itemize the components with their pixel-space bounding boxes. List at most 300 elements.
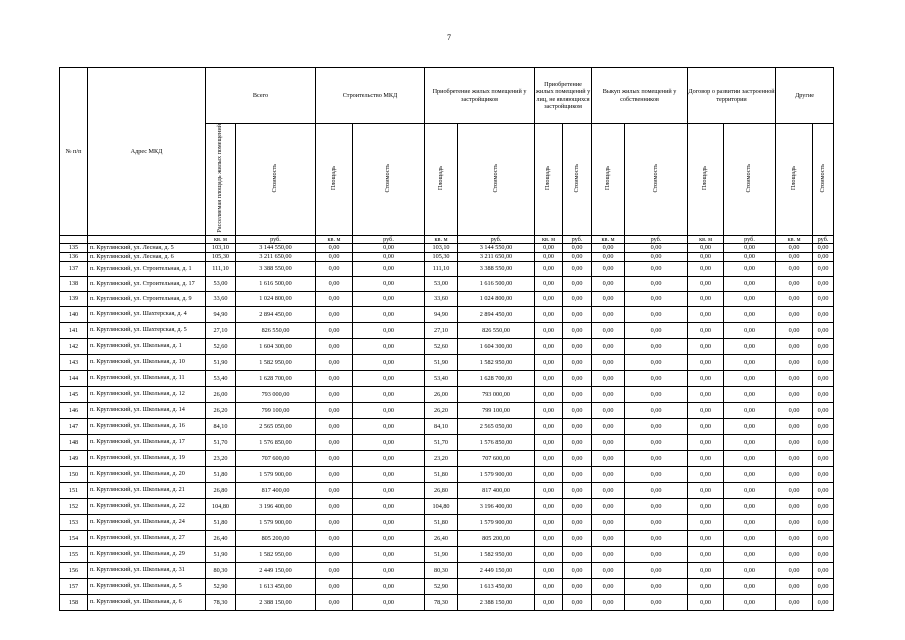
acq-other-cost: 0,00 <box>563 402 592 418</box>
acq-other-cost: 0,00 <box>563 322 592 338</box>
total-area: 94,90 <box>206 306 236 322</box>
acq-other-area: 0,00 <box>535 546 563 562</box>
contract-cost: 0,00 <box>724 530 776 546</box>
buyout-area: 0,00 <box>592 370 625 386</box>
build-area: 0,00 <box>316 514 353 530</box>
table-row <box>60 306 834 322</box>
group-buyout-header: Выкуп жилых помещений у собственников <box>592 68 688 124</box>
build-area: 0,00 <box>316 261 353 276</box>
buyout-area: 0,00 <box>592 498 625 514</box>
total-cost: 1 576 850,00 <box>236 434 316 450</box>
group-total-header: Всего <box>206 68 316 124</box>
acq-dev-cost: 2 449 150,00 <box>458 562 535 578</box>
acq-other-area: 0,00 <box>535 578 563 594</box>
unit-sqm: кв. м <box>688 235 724 243</box>
buyout-area: 0,00 <box>592 354 625 370</box>
other-cost: 0,00 <box>813 338 834 354</box>
acq-dev-cost: 1 024 800,00 <box>458 291 535 306</box>
buyout-area: 0,00 <box>592 594 625 610</box>
table-row <box>60 594 834 610</box>
acq-dev-area: 23,20 <box>425 450 458 466</box>
total-cost: 1 628 700,00 <box>236 370 316 386</box>
table-body <box>60 243 834 610</box>
table-row <box>60 546 834 562</box>
acq-dev-cost: 1 616 500,00 <box>458 276 535 291</box>
total-cost: 817 400,00 <box>236 482 316 498</box>
buyout-cost: 0,00 <box>625 261 688 276</box>
contract-cost: 0,00 <box>724 594 776 610</box>
total-area: 51,80 <box>206 514 236 530</box>
row-address: п. Круглянский, ул. Школьная, д. 19 <box>88 450 206 466</box>
other-cost: 0,00 <box>813 354 834 370</box>
build-area: 0,00 <box>316 562 353 578</box>
acq-dev-area: 26,20 <box>425 402 458 418</box>
sub-cost-header: Стоимость <box>724 124 776 236</box>
other-cost: 0,00 <box>813 276 834 291</box>
acq-other-cost: 0,00 <box>563 594 592 610</box>
buyout-cost: 0,00 <box>625 594 688 610</box>
buyout-cost: 0,00 <box>625 322 688 338</box>
other-area: 0,00 <box>776 276 813 291</box>
other-area: 0,00 <box>776 562 813 578</box>
row-number: 136 <box>60 252 88 261</box>
table-row <box>60 562 834 578</box>
table-row <box>60 466 834 482</box>
sub-cost-header: Стоимость <box>353 124 425 236</box>
acq-dev-cost: 707 600,00 <box>458 450 535 466</box>
buyout-area: 0,00 <box>592 338 625 354</box>
row-address: п. Круглянский, ул. Школьная, д. 12 <box>88 386 206 402</box>
acq-other-area: 0,00 <box>535 594 563 610</box>
unit-empty <box>60 235 88 243</box>
buyout-area: 0,00 <box>592 546 625 562</box>
build-area: 0,00 <box>316 252 353 261</box>
acq-dev-cost: 1 579 900,00 <box>458 466 535 482</box>
acq-other-cost: 0,00 <box>563 498 592 514</box>
acq-other-area: 0,00 <box>535 450 563 466</box>
build-area: 0,00 <box>316 370 353 386</box>
table-row <box>60 418 834 434</box>
build-area: 0,00 <box>316 291 353 306</box>
acq-other-cost: 0,00 <box>563 562 592 578</box>
build-cost: 0,00 <box>353 418 425 434</box>
row-number: 156 <box>60 562 88 578</box>
total-cost: 3 144 550,00 <box>236 243 316 252</box>
acq-other-area: 0,00 <box>535 338 563 354</box>
contract-cost: 0,00 <box>724 243 776 252</box>
build-cost: 0,00 <box>353 546 425 562</box>
table-row <box>60 434 834 450</box>
contract-area: 0,00 <box>688 594 724 610</box>
acq-other-cost: 0,00 <box>563 578 592 594</box>
contract-cost: 0,00 <box>724 252 776 261</box>
buyout-area: 0,00 <box>592 482 625 498</box>
buyout-cost: 0,00 <box>625 562 688 578</box>
other-cost: 0,00 <box>813 386 834 402</box>
acq-dev-cost: 1 604 300,00 <box>458 338 535 354</box>
acq-dev-cost: 3 388 550,00 <box>458 261 535 276</box>
group-acq-other-header: Приобретение жилых помещений у лиц, не являющихся застройщиком <box>535 68 592 124</box>
unit-sqm: кв. м <box>776 235 813 243</box>
row-number: 155 <box>60 546 88 562</box>
other-cost: 0,00 <box>813 402 834 418</box>
acq-dev-cost: 817 400,00 <box>458 482 535 498</box>
total-area: 51,90 <box>206 354 236 370</box>
table-row <box>60 291 834 306</box>
acq-other-cost: 0,00 <box>563 276 592 291</box>
other-cost: 0,00 <box>813 450 834 466</box>
other-area: 0,00 <box>776 370 813 386</box>
total-area: 33,60 <box>206 291 236 306</box>
row-number: 141 <box>60 322 88 338</box>
total-cost: 3 196 400,00 <box>236 498 316 514</box>
other-area: 0,00 <box>776 482 813 498</box>
acq-other-cost: 0,00 <box>563 450 592 466</box>
other-cost: 0,00 <box>813 578 834 594</box>
build-cost: 0,00 <box>353 482 425 498</box>
total-area: 78,30 <box>206 594 236 610</box>
acq-dev-cost: 1 579 900,00 <box>458 514 535 530</box>
build-cost: 0,00 <box>353 402 425 418</box>
total-cost: 3 211 650,00 <box>236 252 316 261</box>
contract-cost: 0,00 <box>724 291 776 306</box>
table-row <box>60 322 834 338</box>
sub-area-header: Площадь <box>535 124 563 236</box>
row-address: п. Круглянский, ул. Шахтерская, д. 4 <box>88 306 206 322</box>
table-row <box>60 276 834 291</box>
other-area: 0,00 <box>776 306 813 322</box>
contract-cost: 0,00 <box>724 418 776 434</box>
acq-dev-area: 80,30 <box>425 562 458 578</box>
acq-other-area: 0,00 <box>535 402 563 418</box>
other-area: 0,00 <box>776 498 813 514</box>
row-address: п. Круглянский, ул. Строительная, д. 9 <box>88 291 206 306</box>
contract-area: 0,00 <box>688 402 724 418</box>
buyout-area: 0,00 <box>592 514 625 530</box>
buyout-cost: 0,00 <box>625 498 688 514</box>
unit-sqm: кв. м <box>425 235 458 243</box>
other-area: 0,00 <box>776 530 813 546</box>
total-cost: 1 613 450,00 <box>236 578 316 594</box>
other-cost: 0,00 <box>813 546 834 562</box>
contract-cost: 0,00 <box>724 482 776 498</box>
sub-cost-header: Стоимость <box>236 124 316 236</box>
acq-other-area: 0,00 <box>535 291 563 306</box>
acq-dev-area: 26,80 <box>425 482 458 498</box>
table-row <box>60 482 834 498</box>
buyout-area: 0,00 <box>592 276 625 291</box>
buyout-area: 0,00 <box>592 562 625 578</box>
total-cost: 2 894 450,00 <box>236 306 316 322</box>
other-area: 0,00 <box>776 402 813 418</box>
acq-dev-area: 26,40 <box>425 530 458 546</box>
other-cost: 0,00 <box>813 261 834 276</box>
total-area: 52,90 <box>206 578 236 594</box>
acq-other-area: 0,00 <box>535 562 563 578</box>
row-address: п. Круглянский, ул. Строительная, д. 1 <box>88 261 206 276</box>
acq-dev-area: 103,10 <box>425 243 458 252</box>
buyout-area: 0,00 <box>592 530 625 546</box>
sub-cost-header: Стоимость <box>563 124 592 236</box>
other-cost: 0,00 <box>813 562 834 578</box>
other-area: 0,00 <box>776 546 813 562</box>
unit-rub: руб. <box>625 235 688 243</box>
acq-other-cost: 0,00 <box>563 514 592 530</box>
acq-dev-cost: 3 144 550,00 <box>458 243 535 252</box>
other-cost: 0,00 <box>813 434 834 450</box>
contract-area: 0,00 <box>688 514 724 530</box>
row-number: 142 <box>60 338 88 354</box>
buyout-cost: 0,00 <box>625 402 688 418</box>
contract-cost: 0,00 <box>724 402 776 418</box>
buyout-area: 0,00 <box>592 252 625 261</box>
build-area: 0,00 <box>316 338 353 354</box>
unit-sqm: кв. м <box>592 235 625 243</box>
acq-other-cost: 0,00 <box>563 370 592 386</box>
unit-sqm: кв. м <box>316 235 353 243</box>
build-area: 0,00 <box>316 546 353 562</box>
build-cost: 0,00 <box>353 291 425 306</box>
build-area: 0,00 <box>316 243 353 252</box>
total-cost: 1 604 300,00 <box>236 338 316 354</box>
acq-dev-area: 52,90 <box>425 578 458 594</box>
other-area: 0,00 <box>776 418 813 434</box>
table-row <box>60 530 834 546</box>
unit-rub: руб. <box>563 235 592 243</box>
other-area: 0,00 <box>776 252 813 261</box>
other-cost: 0,00 <box>813 306 834 322</box>
buyout-cost: 0,00 <box>625 243 688 252</box>
total-cost: 2 388 150,00 <box>236 594 316 610</box>
total-area: 105,30 <box>206 252 236 261</box>
other-area: 0,00 <box>776 386 813 402</box>
total-area: 103,10 <box>206 243 236 252</box>
contract-cost: 0,00 <box>724 338 776 354</box>
buyout-area: 0,00 <box>592 434 625 450</box>
other-area: 0,00 <box>776 243 813 252</box>
build-area: 0,00 <box>316 402 353 418</box>
other-cost: 0,00 <box>813 291 834 306</box>
acq-other-cost: 0,00 <box>563 338 592 354</box>
total-area: 51,90 <box>206 546 236 562</box>
buyout-area: 0,00 <box>592 291 625 306</box>
acq-dev-area: 51,90 <box>425 546 458 562</box>
build-area: 0,00 <box>316 322 353 338</box>
row-address: п. Круглянский, ул. Школьная, д. 31 <box>88 562 206 578</box>
acq-dev-cost: 2 388 150,00 <box>458 594 535 610</box>
total-area: 51,80 <box>206 466 236 482</box>
acq-dev-cost: 2 894 450,00 <box>458 306 535 322</box>
contract-area: 0,00 <box>688 370 724 386</box>
table-row <box>60 498 834 514</box>
table-row <box>60 338 834 354</box>
sub-area-header: Площадь <box>776 124 813 236</box>
build-cost: 0,00 <box>353 322 425 338</box>
contract-area: 0,00 <box>688 276 724 291</box>
table-row <box>60 370 834 386</box>
row-address: п. Круглянский, ул. Школьная, д. 21 <box>88 482 206 498</box>
acq-dev-cost: 1 576 850,00 <box>458 434 535 450</box>
contract-area: 0,00 <box>688 322 724 338</box>
group-acq-dev-header: Приобретение жилых помещений у застройщиков <box>425 68 535 124</box>
row-number: 137 <box>60 261 88 276</box>
contract-cost: 0,00 <box>724 578 776 594</box>
build-area: 0,00 <box>316 354 353 370</box>
total-cost: 707 600,00 <box>236 450 316 466</box>
buyout-cost: 0,00 <box>625 276 688 291</box>
acq-other-cost: 0,00 <box>563 261 592 276</box>
row-address: п. Круглянский, ул. Шахтерская, д. 5 <box>88 322 206 338</box>
buyout-cost: 0,00 <box>625 252 688 261</box>
acq-other-area: 0,00 <box>535 243 563 252</box>
contract-cost: 0,00 <box>724 386 776 402</box>
total-area: 51,70 <box>206 434 236 450</box>
acq-dev-area: 51,80 <box>425 466 458 482</box>
buyout-cost: 0,00 <box>625 482 688 498</box>
other-area: 0,00 <box>776 578 813 594</box>
buyout-cost: 0,00 <box>625 306 688 322</box>
table-row <box>60 386 834 402</box>
unit-rub: руб. <box>353 235 425 243</box>
buyout-area: 0,00 <box>592 578 625 594</box>
contract-cost: 0,00 <box>724 562 776 578</box>
acq-dev-area: 51,70 <box>425 434 458 450</box>
total-area: 104,80 <box>206 498 236 514</box>
unit-rub: руб. <box>724 235 776 243</box>
acq-other-area: 0,00 <box>535 482 563 498</box>
total-cost: 3 388 550,00 <box>236 261 316 276</box>
contract-cost: 0,00 <box>724 354 776 370</box>
contract-area: 0,00 <box>688 466 724 482</box>
unit-rub: руб. <box>236 235 316 243</box>
buyout-cost: 0,00 <box>625 450 688 466</box>
contract-area: 0,00 <box>688 252 724 261</box>
total-cost: 1 582 950,00 <box>236 546 316 562</box>
contract-cost: 0,00 <box>724 322 776 338</box>
acq-other-area: 0,00 <box>535 466 563 482</box>
acq-dev-cost: 793 000,00 <box>458 386 535 402</box>
buyout-area: 0,00 <box>592 306 625 322</box>
group-contract-header: Договор о развитии застроенной территории <box>688 68 776 124</box>
table-row <box>60 354 834 370</box>
unit-rub: руб. <box>813 235 834 243</box>
row-address: п. Круглянский, ул. Школьная, д. 6 <box>88 594 206 610</box>
row-number: 154 <box>60 530 88 546</box>
contract-area: 0,00 <box>688 306 724 322</box>
build-area: 0,00 <box>316 466 353 482</box>
build-cost: 0,00 <box>353 434 425 450</box>
other-cost: 0,00 <box>813 514 834 530</box>
build-cost: 0,00 <box>353 261 425 276</box>
acq-dev-area: 94,90 <box>425 306 458 322</box>
total-cost: 793 000,00 <box>236 386 316 402</box>
acq-other-area: 0,00 <box>535 386 563 402</box>
acq-other-area: 0,00 <box>535 530 563 546</box>
buyout-cost: 0,00 <box>625 546 688 562</box>
contract-cost: 0,00 <box>724 276 776 291</box>
buyout-cost: 0,00 <box>625 370 688 386</box>
acq-dev-cost: 799 100,00 <box>458 402 535 418</box>
build-cost: 0,00 <box>353 243 425 252</box>
total-cost: 826 550,00 <box>236 322 316 338</box>
row-address: п. Круглянский, ул. Школьная, д. 27 <box>88 530 206 546</box>
row-number: 146 <box>60 402 88 418</box>
build-cost: 0,00 <box>353 370 425 386</box>
buyout-cost: 0,00 <box>625 338 688 354</box>
other-cost: 0,00 <box>813 322 834 338</box>
contract-area: 0,00 <box>688 546 724 562</box>
acq-dev-area: 53,00 <box>425 276 458 291</box>
contract-area: 0,00 <box>688 450 724 466</box>
acq-dev-area: 51,90 <box>425 354 458 370</box>
contract-area: 0,00 <box>688 338 724 354</box>
buyout-area: 0,00 <box>592 418 625 434</box>
acq-dev-area: 104,80 <box>425 498 458 514</box>
buyout-cost: 0,00 <box>625 386 688 402</box>
sub-area-header: Площадь <box>425 124 458 236</box>
other-cost: 0,00 <box>813 594 834 610</box>
acq-other-area: 0,00 <box>535 322 563 338</box>
total-cost: 2 449 150,00 <box>236 562 316 578</box>
acq-other-cost: 0,00 <box>563 418 592 434</box>
buyout-area: 0,00 <box>592 322 625 338</box>
unit-sqm: кв. м <box>535 235 563 243</box>
acq-other-area: 0,00 <box>535 418 563 434</box>
build-area: 0,00 <box>316 498 353 514</box>
other-area: 0,00 <box>776 434 813 450</box>
acq-dev-cost: 2 565 050,00 <box>458 418 535 434</box>
buyout-cost: 0,00 <box>625 354 688 370</box>
row-number: 144 <box>60 370 88 386</box>
total-cost: 2 565 050,00 <box>236 418 316 434</box>
contract-cost: 0,00 <box>724 450 776 466</box>
buyout-area: 0,00 <box>592 261 625 276</box>
row-number: 157 <box>60 578 88 594</box>
contract-area: 0,00 <box>688 530 724 546</box>
other-area: 0,00 <box>776 450 813 466</box>
contract-area: 0,00 <box>688 243 724 252</box>
other-area: 0,00 <box>776 466 813 482</box>
sub-cost-header: Стоимость <box>813 124 834 236</box>
other-area: 0,00 <box>776 291 813 306</box>
contract-cost: 0,00 <box>724 306 776 322</box>
build-area: 0,00 <box>316 386 353 402</box>
acq-other-area: 0,00 <box>535 370 563 386</box>
table-row <box>60 402 834 418</box>
sub-cost-header: Стоимость <box>625 124 688 236</box>
buyout-area: 0,00 <box>592 386 625 402</box>
other-cost: 0,00 <box>813 530 834 546</box>
other-cost: 0,00 <box>813 243 834 252</box>
row-address: п. Круглянский, ул. Школьная, д. 22 <box>88 498 206 514</box>
row-number: 135 <box>60 243 88 252</box>
row-address: п. Круглянский, ул. Лесная, д. 6 <box>88 252 206 261</box>
table-row <box>60 514 834 530</box>
buyout-area: 0,00 <box>592 466 625 482</box>
contract-cost: 0,00 <box>724 370 776 386</box>
row-number: 143 <box>60 354 88 370</box>
other-area: 0,00 <box>776 354 813 370</box>
contract-cost: 0,00 <box>724 466 776 482</box>
acq-other-area: 0,00 <box>535 434 563 450</box>
build-cost: 0,00 <box>353 306 425 322</box>
acq-other-cost: 0,00 <box>563 482 592 498</box>
acq-dev-cost: 1 582 950,00 <box>458 546 535 562</box>
acq-other-area: 0,00 <box>535 276 563 291</box>
total-area: 27,10 <box>206 322 236 338</box>
build-cost: 0,00 <box>353 562 425 578</box>
table-row <box>60 450 834 466</box>
